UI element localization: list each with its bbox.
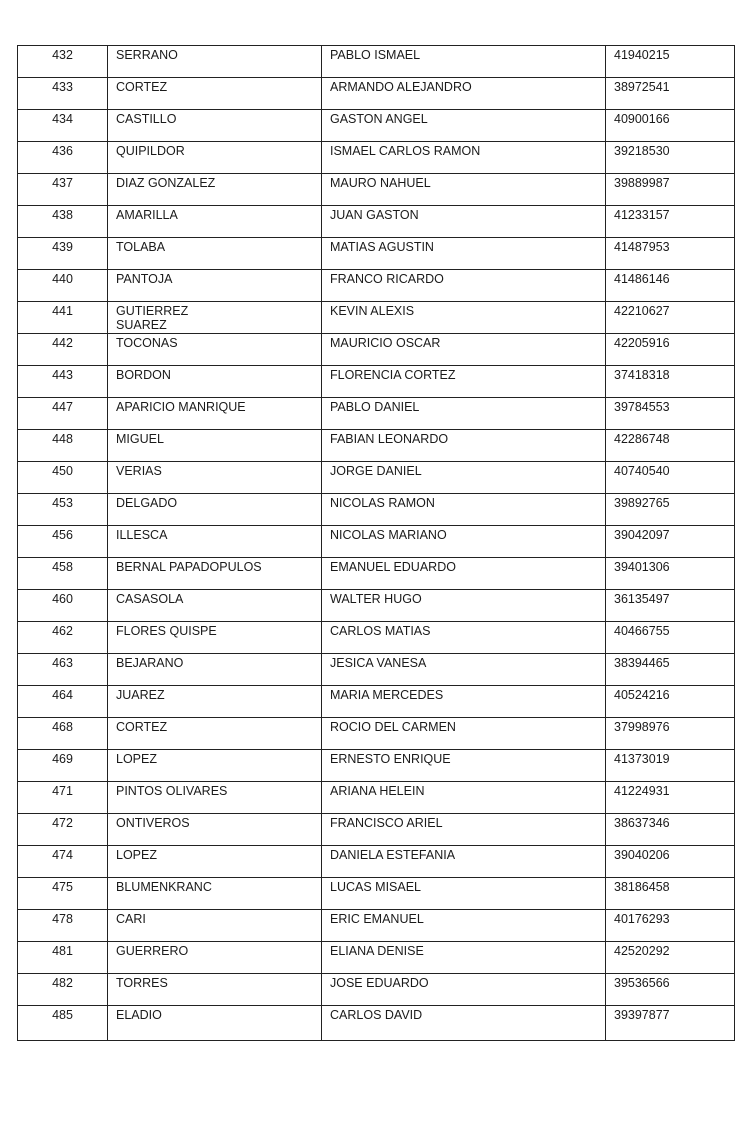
surname-text: ILLESCA — [116, 528, 168, 542]
given-names-cell — [322, 718, 606, 750]
surname-cell — [108, 878, 322, 910]
dni-cell — [606, 718, 735, 750]
dni-cell — [606, 590, 735, 622]
dni-cell — [606, 622, 735, 654]
dni-text: 40176293 — [614, 912, 670, 926]
table-row — [18, 174, 735, 206]
dni-text: 40466755 — [614, 624, 670, 638]
row-number-cell — [18, 142, 108, 174]
row-number-cell — [18, 334, 108, 366]
surname-cell — [108, 590, 322, 622]
given-names-text: ERNESTO ENRIQUE — [330, 752, 451, 766]
dni-text: 38972541 — [614, 80, 670, 94]
surname-cell — [108, 494, 322, 526]
given-names-text: ROCIO DEL CARMEN — [330, 720, 456, 734]
table-row — [18, 750, 735, 782]
dni-cell — [606, 174, 735, 206]
dni-cell — [606, 558, 735, 590]
table-row — [18, 302, 735, 334]
dni-text: 39040206 — [614, 848, 670, 862]
row-number-text: 462 — [52, 624, 73, 638]
given-names-text: GASTON ANGEL — [330, 112, 428, 126]
given-names-cell — [322, 110, 606, 142]
dni-cell — [606, 910, 735, 942]
row-number-text: 458 — [52, 560, 73, 574]
row-number-text: 463 — [52, 656, 73, 670]
dni-cell — [606, 366, 735, 398]
table-row — [18, 1006, 735, 1041]
given-names-text: MAURICIO OSCAR — [330, 336, 441, 350]
row-number-cell — [18, 206, 108, 238]
surname-cell — [108, 398, 322, 430]
dni-text: 39892765 — [614, 496, 670, 510]
given-names-cell — [322, 46, 606, 78]
given-names-cell — [322, 974, 606, 1006]
table-row — [18, 430, 735, 462]
given-names-text: CARLOS DAVID — [330, 1008, 423, 1022]
table-row — [18, 270, 735, 302]
row-number-cell — [18, 78, 108, 110]
given-names-text: CARLOS MATIAS — [330, 624, 431, 638]
row-number-text: 481 — [52, 944, 73, 958]
surname-text: CARI — [116, 912, 146, 926]
surname-cell — [108, 974, 322, 1006]
dni-text: 41233157 — [614, 208, 670, 222]
surname-text: PANTOJA — [116, 272, 173, 286]
surname-text: ONTIVEROS — [116, 816, 190, 830]
dni-text: 42205916 — [614, 336, 670, 350]
row-number-text: 472 — [52, 816, 73, 830]
given-names-cell — [322, 654, 606, 686]
given-names-cell — [322, 302, 606, 334]
table-row — [18, 558, 735, 590]
table-row — [18, 46, 735, 78]
given-names-cell — [322, 910, 606, 942]
row-number-text: 450 — [52, 464, 73, 478]
given-names-cell — [322, 878, 606, 910]
dni-text: 39889987 — [614, 176, 670, 190]
dni-text: 41940215 — [614, 48, 670, 62]
dni-text: 39401306 — [614, 560, 670, 574]
row-number-text: 460 — [52, 592, 73, 606]
dni-text: 37998976 — [614, 720, 670, 734]
surname-cell — [108, 750, 322, 782]
surname-cell — [108, 462, 322, 494]
given-names-cell — [322, 686, 606, 718]
given-names-text: ARIANA HELEIN — [330, 784, 425, 798]
surname-text: CORTEZ — [116, 720, 168, 734]
given-names-cell — [322, 78, 606, 110]
surname-text: VERIAS — [116, 464, 162, 478]
given-names-cell — [322, 814, 606, 846]
given-names-text: EMANUEL EDUARDO — [330, 560, 456, 574]
given-names-text: FRANCO RICARDO — [330, 272, 444, 286]
surname-text: SERRANO — [116, 48, 178, 62]
given-names-cell — [322, 206, 606, 238]
surname-text: JUAREZ — [116, 688, 165, 702]
dni-text: 40740540 — [614, 464, 670, 478]
surname-cell — [108, 686, 322, 718]
given-names-cell — [322, 558, 606, 590]
row-number-text: 456 — [52, 528, 73, 542]
dni-cell — [606, 430, 735, 462]
table-row — [18, 206, 735, 238]
surname-cell — [108, 942, 322, 974]
surname-text: GUTIERREZ SUAREZ — [116, 304, 189, 332]
surname-text: DELGADO — [116, 496, 178, 510]
dni-cell — [606, 462, 735, 494]
table-row — [18, 846, 735, 878]
row-number-text: 485 — [52, 1008, 73, 1022]
given-names-text: ELIANA DENISE — [330, 944, 424, 958]
dni-cell — [606, 974, 735, 1006]
surname-text: LOPEZ — [116, 848, 157, 862]
row-number-cell — [18, 46, 108, 78]
dni-cell — [606, 398, 735, 430]
surname-cell — [108, 430, 322, 462]
surname-cell — [108, 46, 322, 78]
dni-text: 42210627 — [614, 304, 670, 318]
surname-cell — [108, 110, 322, 142]
surname-cell — [108, 238, 322, 270]
dni-cell — [606, 686, 735, 718]
dni-text: 38637346 — [614, 816, 670, 830]
surname-text: TOCONAS — [116, 336, 178, 350]
row-number-cell — [18, 174, 108, 206]
table-row — [18, 622, 735, 654]
row-number-cell — [18, 398, 108, 430]
given-names-text: JOSE EDUARDO — [330, 976, 429, 990]
table-row — [18, 494, 735, 526]
given-names-text: MAURO NAHUEL — [330, 176, 431, 190]
row-number-text: 438 — [52, 208, 73, 222]
surname-text: GUERRERO — [116, 944, 189, 958]
row-number-text: 440 — [52, 272, 73, 286]
given-names-text: PABLO ISMAEL — [330, 48, 421, 62]
surname-text: AMARILLA — [116, 208, 178, 222]
row-number-text: 478 — [52, 912, 73, 926]
dni-cell — [606, 78, 735, 110]
dni-text: 38394465 — [614, 656, 670, 670]
row-number-text: 447 — [52, 400, 73, 414]
surname-text: CORTEZ — [116, 80, 168, 94]
given-names-text: JESICA VANESA — [330, 656, 427, 670]
row-number-text: 441 — [52, 304, 73, 318]
row-number-text: 482 — [52, 976, 73, 990]
row-number-text: 475 — [52, 880, 73, 894]
row-number-cell — [18, 590, 108, 622]
dni-text: 39218530 — [614, 144, 670, 158]
surname-text: APARICIO MANRIQUE — [116, 400, 246, 414]
given-names-cell — [322, 942, 606, 974]
given-names-cell — [322, 430, 606, 462]
table-row — [18, 910, 735, 942]
surname-cell — [108, 846, 322, 878]
dni-text: 40524216 — [614, 688, 670, 702]
dni-cell — [606, 238, 735, 270]
table-row — [18, 878, 735, 910]
given-names-cell — [322, 142, 606, 174]
table-row — [18, 814, 735, 846]
row-number-cell — [18, 622, 108, 654]
row-number-cell — [18, 430, 108, 462]
row-number-cell — [18, 654, 108, 686]
table-row — [18, 590, 735, 622]
given-names-text: DANIELA ESTEFANIA — [330, 848, 456, 862]
dni-text: 39536566 — [614, 976, 670, 990]
given-names-text: ERIC EMANUEL — [330, 912, 424, 926]
row-number-text: 432 — [52, 48, 73, 62]
surname-text: ELADIO — [116, 1008, 162, 1022]
given-names-cell — [322, 398, 606, 430]
surname-cell — [108, 654, 322, 686]
given-names-cell — [322, 782, 606, 814]
table-row — [18, 526, 735, 558]
row-number-text: 434 — [52, 112, 73, 126]
surname-cell — [108, 366, 322, 398]
row-number-cell — [18, 558, 108, 590]
row-number-cell — [18, 846, 108, 878]
dni-cell — [606, 270, 735, 302]
table-row — [18, 462, 735, 494]
table-row — [18, 142, 735, 174]
given-names-text: JUAN GASTON — [330, 208, 419, 222]
row-number-cell — [18, 494, 108, 526]
row-number-text: 448 — [52, 432, 73, 446]
row-number-cell — [18, 110, 108, 142]
surname-cell — [108, 814, 322, 846]
given-names-text: ISMAEL CARLOS RAMON — [330, 144, 481, 158]
surname-text: CASASOLA — [116, 592, 184, 606]
surname-cell — [108, 1006, 322, 1041]
row-number-text: 442 — [52, 336, 73, 350]
row-number-cell — [18, 526, 108, 558]
dni-cell — [606, 782, 735, 814]
dni-text: 41224931 — [614, 784, 670, 798]
given-names-cell — [322, 174, 606, 206]
row-number-cell — [18, 718, 108, 750]
dni-text: 39784553 — [614, 400, 670, 414]
given-names-text: LUCAS MISAEL — [330, 880, 422, 894]
row-number-cell — [18, 462, 108, 494]
surname-text: MIGUEL — [116, 432, 164, 446]
surname-cell — [108, 302, 322, 334]
surname-text: PINTOS OLIVARES — [116, 784, 228, 798]
given-names-text: NICOLAS RAMON — [330, 496, 435, 510]
row-number-text: 443 — [52, 368, 73, 382]
dni-cell — [606, 46, 735, 78]
surname-text: BERNAL PAPADOPULOS — [116, 560, 262, 574]
row-number-cell — [18, 814, 108, 846]
table-row — [18, 974, 735, 1006]
dni-text: 36135497 — [614, 592, 670, 606]
document-page — [17, 45, 734, 1041]
table-row — [18, 78, 735, 110]
given-names-cell — [322, 270, 606, 302]
dni-text: 39042097 — [614, 528, 670, 542]
surname-cell — [108, 206, 322, 238]
surname-cell — [108, 718, 322, 750]
given-names-cell — [322, 750, 606, 782]
table-row — [18, 110, 735, 142]
dni-text: 39397877 — [614, 1008, 670, 1022]
given-names-text: MATIAS AGUSTIN — [330, 240, 434, 254]
given-names-text: FRANCISCO ARIEL — [330, 816, 443, 830]
row-number-text: 474 — [52, 848, 73, 862]
dni-cell — [606, 846, 735, 878]
dni-cell — [606, 878, 735, 910]
dni-text: 40900166 — [614, 112, 670, 126]
surname-text: QUIPILDOR — [116, 144, 185, 158]
dni-cell — [606, 206, 735, 238]
surname-cell — [108, 622, 322, 654]
row-number-text: 469 — [52, 752, 73, 766]
surname-cell — [108, 526, 322, 558]
dni-cell — [606, 334, 735, 366]
given-names-text: NICOLAS MARIANO — [330, 528, 447, 542]
given-names-text: WALTER HUGO — [330, 592, 422, 606]
given-names-cell — [322, 238, 606, 270]
dni-cell — [606, 1006, 735, 1041]
row-number-text: 437 — [52, 176, 73, 190]
row-number-cell — [18, 1006, 108, 1041]
row-number-text: 468 — [52, 720, 73, 734]
row-number-text: 453 — [52, 496, 73, 510]
surname-cell — [108, 558, 322, 590]
surname-text: BORDON — [116, 368, 171, 382]
table-row — [18, 366, 735, 398]
surname-cell — [108, 334, 322, 366]
row-number-text: 433 — [52, 80, 73, 94]
given-names-cell — [322, 494, 606, 526]
surname-text: FLORES QUISPE — [116, 624, 217, 638]
given-names-text: KEVIN ALEXIS — [330, 304, 415, 318]
given-names-text: PABLO DANIEL — [330, 400, 420, 414]
dni-cell — [606, 526, 735, 558]
given-names-cell — [322, 366, 606, 398]
dni-cell — [606, 654, 735, 686]
given-names-text: MARIA MERCEDES — [330, 688, 444, 702]
table-row — [18, 718, 735, 750]
row-number-cell — [18, 750, 108, 782]
surname-text: CASTILLO — [116, 112, 177, 126]
roster-table — [17, 45, 735, 1041]
roster-table-body — [18, 46, 735, 1041]
dni-text: 41486146 — [614, 272, 670, 286]
row-number-cell — [18, 366, 108, 398]
row-number-cell — [18, 974, 108, 1006]
row-number-cell — [18, 942, 108, 974]
dni-cell — [606, 142, 735, 174]
dni-text: 41373019 — [614, 752, 670, 766]
surname-text: LOPEZ — [116, 752, 157, 766]
given-names-cell — [322, 622, 606, 654]
given-names-text: FLORENCIA CORTEZ — [330, 368, 456, 382]
row-number-text: 471 — [52, 784, 73, 798]
row-number-cell — [18, 302, 108, 334]
row-number-cell — [18, 878, 108, 910]
surname-cell — [108, 174, 322, 206]
given-names-cell — [322, 462, 606, 494]
dni-text: 38186458 — [614, 880, 670, 894]
dni-cell — [606, 110, 735, 142]
dni-cell — [606, 814, 735, 846]
dni-text: 41487953 — [614, 240, 670, 254]
surname-cell — [108, 142, 322, 174]
table-row — [18, 942, 735, 974]
given-names-text: ARMANDO ALEJANDRO — [330, 80, 472, 94]
given-names-text: JORGE DANIEL — [330, 464, 422, 478]
surname-text: TORRES — [116, 976, 168, 990]
table-row — [18, 334, 735, 366]
surname-cell — [108, 782, 322, 814]
table-row — [18, 782, 735, 814]
surname-cell — [108, 910, 322, 942]
dni-text: 42520292 — [614, 944, 670, 958]
table-row — [18, 654, 735, 686]
given-names-cell — [322, 590, 606, 622]
table-row — [18, 238, 735, 270]
given-names-cell — [322, 334, 606, 366]
surname-text: TOLABA — [116, 240, 166, 254]
table-row — [18, 398, 735, 430]
row-number-text: 439 — [52, 240, 73, 254]
row-number-cell — [18, 910, 108, 942]
given-names-cell — [322, 846, 606, 878]
row-number-cell — [18, 782, 108, 814]
dni-cell — [606, 942, 735, 974]
dni-text: 37418318 — [614, 368, 670, 382]
given-names-cell — [322, 526, 606, 558]
dni-cell — [606, 750, 735, 782]
row-number-text: 436 — [52, 144, 73, 158]
row-number-cell — [18, 686, 108, 718]
surname-cell — [108, 78, 322, 110]
table-row — [18, 686, 735, 718]
surname-text: BLUMENKRANC — [116, 880, 212, 894]
row-number-cell — [18, 270, 108, 302]
dni-cell — [606, 494, 735, 526]
row-number-cell — [18, 238, 108, 270]
given-names-text: FABIAN LEONARDO — [330, 432, 449, 446]
surname-text: BEJARANO — [116, 656, 184, 670]
given-names-cell — [322, 1006, 606, 1041]
surname-text: DIAZ GONZALEZ — [116, 176, 216, 190]
row-number-text: 464 — [52, 688, 73, 702]
surname-cell — [108, 270, 322, 302]
dni-text: 42286748 — [614, 432, 670, 446]
dni-cell — [606, 302, 735, 334]
